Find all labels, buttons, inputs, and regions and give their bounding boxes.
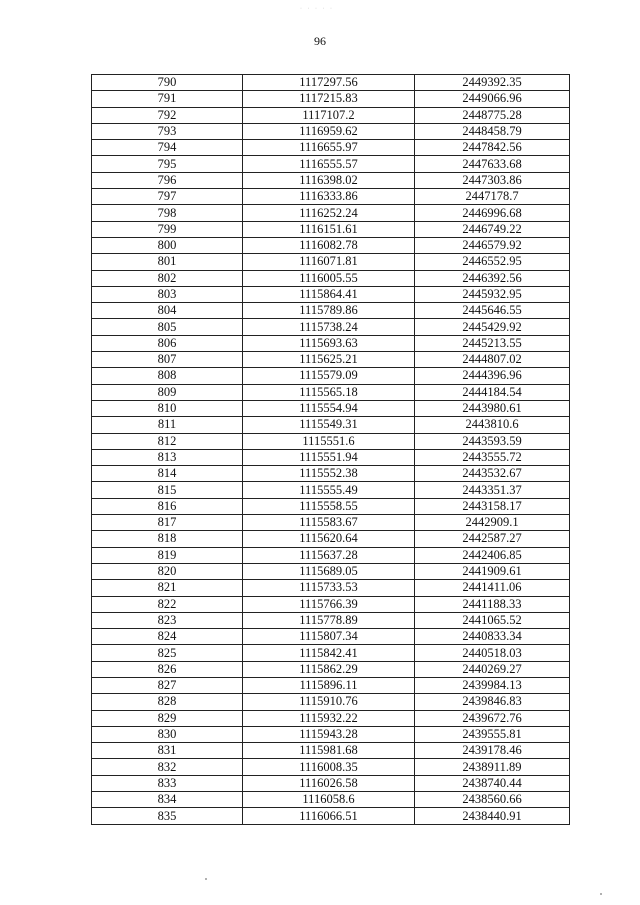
y-coordinate-cell: 2443158.17 — [415, 498, 570, 514]
table-row — [92, 221, 570, 237]
x-coordinate-cell: 1115583.67 — [243, 515, 415, 531]
table-row — [92, 759, 570, 775]
y-coordinate-cell: 2446552.95 — [415, 254, 570, 270]
table-row — [92, 775, 570, 791]
x-coordinate-cell: 1115620.64 — [243, 531, 415, 547]
x-coordinate-cell: 1116026.58 — [243, 775, 415, 791]
table-row — [92, 91, 570, 107]
table-row — [92, 270, 570, 286]
table-row — [92, 531, 570, 547]
table-row — [92, 123, 570, 139]
x-coordinate-cell: 1115766.39 — [243, 596, 415, 612]
table-row — [92, 140, 570, 156]
point-number-cell: 826 — [92, 661, 243, 677]
y-coordinate-cell: 2440269.27 — [415, 661, 570, 677]
y-coordinate-cell: 2443980.61 — [415, 400, 570, 416]
table-row — [92, 743, 570, 759]
y-coordinate-cell: 2444396.96 — [415, 368, 570, 384]
x-coordinate-cell: 1115733.53 — [243, 580, 415, 596]
y-coordinate-cell: 2446392.56 — [415, 270, 570, 286]
y-coordinate-cell: 2441411.06 — [415, 580, 570, 596]
table-row — [92, 596, 570, 612]
point-number-cell: 807 — [92, 352, 243, 368]
page-number: 96 — [314, 34, 326, 48]
y-coordinate-cell: 2447633.68 — [415, 156, 570, 172]
point-number-cell: 816 — [92, 498, 243, 514]
table-row — [92, 645, 570, 661]
table-row — [92, 808, 570, 824]
x-coordinate-cell: 1115551.6 — [243, 433, 415, 449]
point-number-cell: 821 — [92, 580, 243, 596]
x-coordinate-cell: 1115579.09 — [243, 368, 415, 384]
table-row — [92, 449, 570, 465]
point-number-cell: 824 — [92, 629, 243, 645]
y-coordinate-cell: 2439178.46 — [415, 743, 570, 759]
point-number-cell: 812 — [92, 433, 243, 449]
point-number-cell: 805 — [92, 319, 243, 335]
x-coordinate-cell: 1116333.86 — [243, 189, 415, 205]
x-coordinate-cell: 1116066.51 — [243, 808, 415, 824]
y-coordinate-cell: 2449066.96 — [415, 91, 570, 107]
x-coordinate-cell: 1115842.41 — [243, 645, 415, 661]
x-coordinate-cell: 1117297.56 — [243, 75, 415, 91]
x-coordinate-cell: 1115558.55 — [243, 498, 415, 514]
table-row — [92, 710, 570, 726]
x-coordinate-cell: 1115981.68 — [243, 743, 415, 759]
x-coordinate-cell: 1115693.63 — [243, 335, 415, 351]
y-coordinate-cell: 2442909.1 — [415, 515, 570, 531]
y-coordinate-cell: 2448775.28 — [415, 107, 570, 123]
table-row — [92, 563, 570, 579]
point-number-cell: 791 — [92, 91, 243, 107]
y-coordinate-cell: 2440833.34 — [415, 629, 570, 645]
table-row — [92, 433, 570, 449]
point-number-cell: 827 — [92, 677, 243, 693]
scan-speck — [205, 878, 207, 880]
table-row — [92, 482, 570, 498]
point-number-cell: 833 — [92, 775, 243, 791]
y-coordinate-cell: 2441065.52 — [415, 612, 570, 628]
point-number-cell: 798 — [92, 205, 243, 221]
table-row — [92, 515, 570, 531]
table-row — [92, 792, 570, 808]
point-number-cell: 792 — [92, 107, 243, 123]
x-coordinate-cell: 1115625.21 — [243, 352, 415, 368]
y-coordinate-cell: 2445429.92 — [415, 319, 570, 335]
x-coordinate-cell: 1115549.31 — [243, 417, 415, 433]
y-coordinate-cell: 2442587.27 — [415, 531, 570, 547]
y-coordinate-cell: 2439555.81 — [415, 726, 570, 742]
x-coordinate-cell: 1116151.61 — [243, 221, 415, 237]
y-coordinate-cell: 2443532.67 — [415, 466, 570, 482]
y-coordinate-cell: 2438560.66 — [415, 792, 570, 808]
x-coordinate-cell: 1115910.76 — [243, 694, 415, 710]
y-coordinate-cell: 2445932.95 — [415, 286, 570, 302]
x-coordinate-cell: 1115555.49 — [243, 482, 415, 498]
point-number-cell: 803 — [92, 286, 243, 302]
y-coordinate-cell: 2446996.68 — [415, 205, 570, 221]
table-row — [92, 498, 570, 514]
y-coordinate-cell: 2445646.55 — [415, 303, 570, 319]
y-coordinate-cell: 2449392.35 — [415, 75, 570, 91]
x-coordinate-cell: 1116398.02 — [243, 172, 415, 188]
y-coordinate-cell: 2444807.02 — [415, 352, 570, 368]
point-number-cell: 790 — [92, 75, 243, 91]
y-coordinate-cell: 2439846.83 — [415, 694, 570, 710]
point-number-cell: 810 — [92, 400, 243, 416]
x-coordinate-cell: 1116252.24 — [243, 205, 415, 221]
table-row — [92, 417, 570, 433]
point-number-cell: 801 — [92, 254, 243, 270]
y-coordinate-cell: 2443351.37 — [415, 482, 570, 498]
y-coordinate-cell: 2445213.55 — [415, 335, 570, 351]
table-row — [92, 384, 570, 400]
point-number-cell: 830 — [92, 726, 243, 742]
point-number-cell: 799 — [92, 221, 243, 237]
point-number-cell: 814 — [92, 466, 243, 482]
x-coordinate-cell: 1115689.05 — [243, 563, 415, 579]
point-number-cell: 822 — [92, 596, 243, 612]
y-coordinate-cell: 2443810.6 — [415, 417, 570, 433]
x-coordinate-cell: 1115864.41 — [243, 286, 415, 302]
point-number-cell: 813 — [92, 449, 243, 465]
y-coordinate-cell: 2440518.03 — [415, 645, 570, 661]
x-coordinate-cell: 1116082.78 — [243, 237, 415, 253]
x-coordinate-cell: 1115789.86 — [243, 303, 415, 319]
x-coordinate-cell: 1115862.29 — [243, 661, 415, 677]
y-coordinate-cell: 2439672.76 — [415, 710, 570, 726]
point-number-cell: 797 — [92, 189, 243, 205]
table-row — [92, 547, 570, 563]
y-coordinate-cell: 2441909.61 — [415, 563, 570, 579]
point-number-cell: 835 — [92, 808, 243, 824]
table-row — [92, 466, 570, 482]
point-number-cell: 795 — [92, 156, 243, 172]
table-row — [92, 629, 570, 645]
y-coordinate-cell: 2444184.54 — [415, 384, 570, 400]
point-number-cell: 793 — [92, 123, 243, 139]
point-number-cell: 831 — [92, 743, 243, 759]
y-coordinate-cell: 2438440.91 — [415, 808, 570, 824]
x-coordinate-cell: 1117107.2 — [243, 107, 415, 123]
x-coordinate-cell: 1115565.18 — [243, 384, 415, 400]
table-row — [92, 75, 570, 91]
x-coordinate-cell: 1116655.97 — [243, 140, 415, 156]
table-row — [92, 352, 570, 368]
x-coordinate-cell: 1115551.94 — [243, 449, 415, 465]
x-coordinate-cell: 1116555.57 — [243, 156, 415, 172]
point-number-cell: 825 — [92, 645, 243, 661]
point-number-cell: 808 — [92, 368, 243, 384]
x-coordinate-cell: 1117215.83 — [243, 91, 415, 107]
coordinates-table-body — [92, 75, 570, 825]
point-number-cell: 809 — [92, 384, 243, 400]
table-row — [92, 189, 570, 205]
x-coordinate-cell: 1115932.22 — [243, 710, 415, 726]
y-coordinate-cell: 2447303.86 — [415, 172, 570, 188]
y-coordinate-cell: 2447178.7 — [415, 189, 570, 205]
coordinates-table — [91, 74, 570, 825]
point-number-cell: 834 — [92, 792, 243, 808]
point-number-cell: 794 — [92, 140, 243, 156]
table-row — [92, 107, 570, 123]
x-coordinate-cell: 1116959.62 — [243, 123, 415, 139]
point-number-cell: 820 — [92, 563, 243, 579]
x-coordinate-cell: 1115778.89 — [243, 612, 415, 628]
point-number-cell: 828 — [92, 694, 243, 710]
x-coordinate-cell: 1116058.6 — [243, 792, 415, 808]
y-coordinate-cell: 2448458.79 — [415, 123, 570, 139]
y-coordinate-cell: 2447842.56 — [415, 140, 570, 156]
table-row — [92, 303, 570, 319]
table-row — [92, 726, 570, 742]
point-number-cell: 823 — [92, 612, 243, 628]
table-row — [92, 205, 570, 221]
x-coordinate-cell: 1115943.28 — [243, 726, 415, 742]
table-row — [92, 335, 570, 351]
table-row — [92, 156, 570, 172]
x-coordinate-cell: 1115637.28 — [243, 547, 415, 563]
point-number-cell: 796 — [92, 172, 243, 188]
y-coordinate-cell: 2446749.22 — [415, 221, 570, 237]
table-row — [92, 254, 570, 270]
y-coordinate-cell: 2443555.72 — [415, 449, 570, 465]
table-row — [92, 172, 570, 188]
table-row — [92, 368, 570, 384]
x-coordinate-cell: 1115807.34 — [243, 629, 415, 645]
y-coordinate-cell: 2442406.85 — [415, 547, 570, 563]
table-row — [92, 661, 570, 677]
point-number-cell: 800 — [92, 237, 243, 253]
point-number-cell: 802 — [92, 270, 243, 286]
table-row — [92, 400, 570, 416]
point-number-cell: 811 — [92, 417, 243, 433]
table-row — [92, 612, 570, 628]
x-coordinate-cell: 1116005.55 — [243, 270, 415, 286]
table-row — [92, 237, 570, 253]
point-number-cell: 819 — [92, 547, 243, 563]
y-coordinate-cell: 2441188.33 — [415, 596, 570, 612]
y-coordinate-cell: 2438911.89 — [415, 759, 570, 775]
table-row — [92, 694, 570, 710]
point-number-cell: 818 — [92, 531, 243, 547]
x-coordinate-cell: 1116008.35 — [243, 759, 415, 775]
x-coordinate-cell: 1115738.24 — [243, 319, 415, 335]
x-coordinate-cell: 1116071.81 — [243, 254, 415, 270]
point-number-cell: 804 — [92, 303, 243, 319]
y-coordinate-cell: 2438740.44 — [415, 775, 570, 791]
y-coordinate-cell: 2446579.92 — [415, 237, 570, 253]
table-row — [92, 677, 570, 693]
scan-artifact-mark: · · · · · — [300, 6, 334, 12]
x-coordinate-cell: 1115552.38 — [243, 466, 415, 482]
point-number-cell: 815 — [92, 482, 243, 498]
table-row — [92, 580, 570, 596]
scan-speck — [600, 893, 602, 895]
point-number-cell: 832 — [92, 759, 243, 775]
x-coordinate-cell: 1115896.11 — [243, 677, 415, 693]
table-row — [92, 319, 570, 335]
y-coordinate-cell: 2443593.59 — [415, 433, 570, 449]
y-coordinate-cell: 2439984.13 — [415, 677, 570, 693]
point-number-cell: 806 — [92, 335, 243, 351]
point-number-cell: 817 — [92, 515, 243, 531]
point-number-cell: 829 — [92, 710, 243, 726]
table-row — [92, 286, 570, 302]
x-coordinate-cell: 1115554.94 — [243, 400, 415, 416]
